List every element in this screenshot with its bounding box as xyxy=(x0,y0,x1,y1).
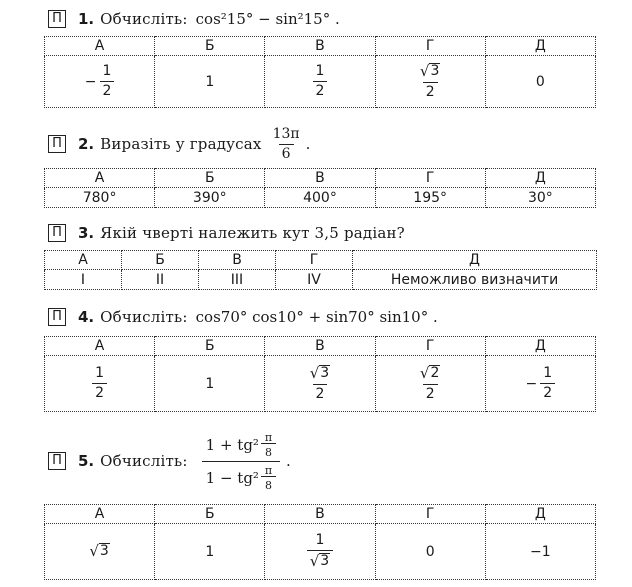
question-5: П 5. Обчисліть: 1 + tg² π 8 1 − tg² π 8 . xyxy=(48,424,291,498)
answer-d[interactable]: 195° xyxy=(375,188,485,208)
question-expression: cos²15° − sin²15° . xyxy=(195,10,340,28)
answer-a[interactable]: $\frac{1}{2}$ xyxy=(45,356,155,412)
header-e: Д xyxy=(485,169,595,188)
header-d: Г xyxy=(375,337,485,356)
question-number: 4. xyxy=(78,308,95,326)
header-b: Б xyxy=(155,337,265,356)
answer-a[interactable]: I xyxy=(45,270,122,290)
header-a: А xyxy=(45,337,155,356)
question-number: 3. xyxy=(78,224,95,242)
header-e: Д xyxy=(353,251,597,270)
question-number: 2. xyxy=(78,135,95,153)
header-e: Д xyxy=(485,37,595,56)
question-1 xyxy=(48,8,340,30)
answer-d[interactable]: √ 2 2 xyxy=(375,356,485,412)
answer-d[interactable]: 0 xyxy=(375,524,485,580)
header-e: Д xyxy=(485,337,595,356)
answer-a[interactable]: √ 3 xyxy=(45,524,155,580)
answer-e[interactable]: 0 xyxy=(485,56,595,108)
level-box: П xyxy=(48,308,66,326)
header-d: Г xyxy=(375,169,485,188)
answer-a[interactable]: 780° xyxy=(45,188,155,208)
header-c: В xyxy=(265,169,375,188)
answer-b[interactable]: 1 xyxy=(155,524,265,580)
answer-b[interactable]: 1 xyxy=(155,356,265,412)
answer-c[interactable]: III xyxy=(199,270,276,290)
header-b: Б xyxy=(122,251,199,270)
question-fraction: 1 + tg² π 8 1 − tg² π 8 xyxy=(202,432,280,491)
header-d: Г xyxy=(375,37,485,56)
header-c: В xyxy=(265,505,375,524)
header-a: А xyxy=(45,37,155,56)
level-box: П xyxy=(48,10,66,28)
level-box: П xyxy=(48,452,66,470)
question-text: Обчисліть: xyxy=(100,10,188,28)
question-text: Якій чверті належить кут 3,5 радіан? xyxy=(100,224,405,242)
answer-b[interactable]: 390° xyxy=(155,188,265,208)
question-4 xyxy=(48,306,438,328)
header-d: Г xyxy=(375,505,485,524)
header-a: А xyxy=(45,169,155,188)
answer-e[interactable]: − $\frac{1}{2}$ xyxy=(485,356,595,412)
question-text: Обчисліть: xyxy=(100,452,188,470)
level-box: П xyxy=(48,135,66,153)
answer-table-1 xyxy=(44,36,596,108)
answer-b[interactable]: II xyxy=(122,270,199,290)
header-a: А xyxy=(45,505,155,524)
answer-table-3 xyxy=(44,250,597,290)
answer-e[interactable]: Неможливо визначити xyxy=(353,270,597,290)
header-b: Б xyxy=(155,37,265,56)
header-c: В xyxy=(265,37,375,56)
header-b: Б xyxy=(155,169,265,188)
answer-b[interactable]: 1 xyxy=(155,56,265,108)
level-box: П xyxy=(48,224,66,242)
answer-table-5 xyxy=(44,504,596,580)
answer-table-2 xyxy=(44,168,596,208)
question-fraction: $\frac{13\pi}{6}$ xyxy=(272,125,300,162)
answer-d[interactable]: √ 3 2 xyxy=(375,56,485,108)
header-c: В xyxy=(199,251,276,270)
answer-c[interactable]: 400° xyxy=(265,188,375,208)
header-b: Б xyxy=(155,505,265,524)
question-text: Обчисліть: xyxy=(100,308,188,326)
answer-c[interactable]: √ 3 2 xyxy=(265,356,375,412)
question-text: Виразіть у градусах xyxy=(100,135,262,153)
answer-d[interactable]: IV xyxy=(276,270,353,290)
header-c: В xyxy=(265,337,375,356)
question-number: 1. xyxy=(78,10,95,28)
question-number: 5. xyxy=(78,452,95,470)
header-e: Д xyxy=(485,505,595,524)
question-2: П 2. Виразіть у градусах $\frac{13\pi}{6}$ . xyxy=(48,126,310,162)
answer-e[interactable]: 30° xyxy=(485,188,595,208)
question-expression: cos70° cos10° + sin70° sin10° . xyxy=(195,308,438,326)
answer-a[interactable]: − $\frac{1}{2}$ xyxy=(45,56,155,108)
question-3 xyxy=(48,222,413,244)
answer-e[interactable]: −1 xyxy=(485,524,595,580)
answer-table-4 xyxy=(44,336,596,412)
answer-c[interactable]: $\frac{1}{2}$ xyxy=(265,56,375,108)
header-d: Г xyxy=(276,251,353,270)
answer-c[interactable]: 1 √ 3 xyxy=(265,524,375,580)
header-a: А xyxy=(45,251,122,270)
